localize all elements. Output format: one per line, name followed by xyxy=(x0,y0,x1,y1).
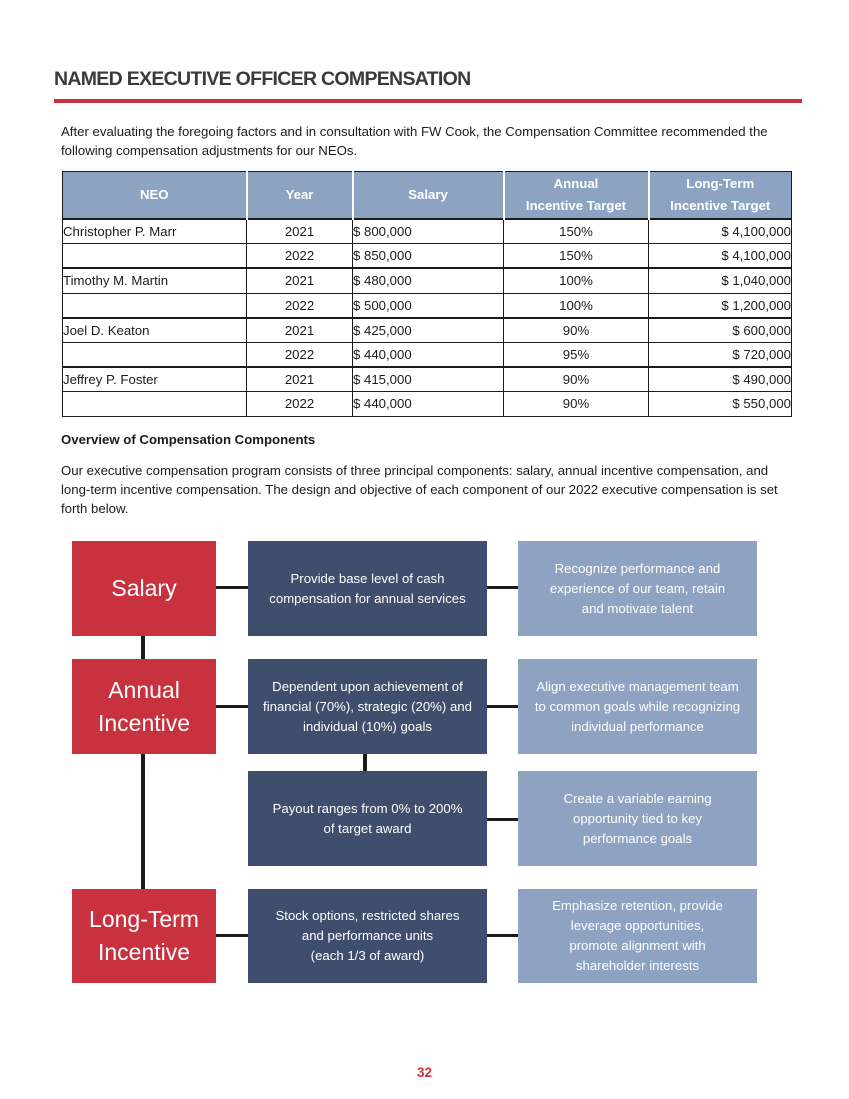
connector-line xyxy=(141,636,145,659)
connector-line xyxy=(487,934,518,937)
payout-objective-box xyxy=(518,771,757,866)
header-long-term-incentive xyxy=(649,172,792,220)
cell-salary: $ 415,000 xyxy=(353,367,504,392)
cell-annual-target: 90% xyxy=(504,318,649,343)
cell-lt-target: $ 550,000 xyxy=(649,392,792,416)
table-row xyxy=(63,244,792,269)
connector-line xyxy=(216,705,248,708)
page-title: NAMED EXECUTIVE OFFICER COMPENSATION xyxy=(54,68,471,90)
table-row xyxy=(63,318,792,343)
long-term-objective-line: shareholder interests xyxy=(575,958,700,973)
long-term-design-line: (each 1/3 of award) xyxy=(310,948,425,963)
cell-neo xyxy=(63,342,247,367)
long-term-objective-box xyxy=(518,889,757,983)
annual-incentive-component-box xyxy=(72,659,216,754)
cell-neo xyxy=(63,244,247,269)
annual-design-line: Dependent upon achievement of xyxy=(272,678,463,694)
cell-annual-target: 100% xyxy=(504,293,649,318)
cell-salary: $ 800,000 xyxy=(353,219,504,244)
connector-line xyxy=(363,754,367,771)
cell-annual-target: 90% xyxy=(504,367,649,392)
long-term-objective-line: Emphasize retention, provide xyxy=(552,898,723,913)
cell-salary: $ 480,000 xyxy=(353,268,504,293)
cell-annual-target: 150% xyxy=(504,219,649,244)
connector-line xyxy=(487,705,518,708)
cell-year: 2021 xyxy=(247,367,353,392)
annual-incentive-objective-box xyxy=(518,659,757,754)
overview-paragraph: Our executive compensation program consists of three principal components: salary, annual incentive compensation, and long-term incentive compensation. The design and objective of each component of our 2022 executive compensation is set forth below. xyxy=(61,463,778,516)
cell-year: 2021 xyxy=(247,268,353,293)
long-term-label-line: Incentive xyxy=(97,939,191,965)
header-salary: Salary xyxy=(353,172,504,220)
connector-line xyxy=(216,934,248,937)
annual-objective-line: to common goals while recognizing xyxy=(534,698,741,714)
payout-design-line: Payout ranges from 0% to 200% xyxy=(272,800,463,816)
long-term-incentive-component-box xyxy=(72,889,216,983)
table-header-row xyxy=(63,172,792,220)
header-year: Year xyxy=(247,172,353,220)
annual-objective-line: Align executive management team xyxy=(536,678,739,694)
connector-line xyxy=(487,586,518,589)
header-neo: NEO xyxy=(63,172,247,220)
header-lt-line-2: Incentive Target xyxy=(670,198,771,213)
cell-year: 2022 xyxy=(247,392,353,416)
salary-component-box xyxy=(72,541,216,636)
annual-incentive-label-line: Annual xyxy=(108,676,180,703)
intro-paragraph: After evaluating the foregoing factors and in consultation with FW Cook, the Compensation Committee recommended the following compensation adjustments for our NEOs. xyxy=(61,124,768,158)
title-rule xyxy=(54,99,802,103)
connector-line xyxy=(141,754,145,889)
cell-annual-target: 90% xyxy=(504,392,649,416)
cell-salary: $ 440,000 xyxy=(353,392,504,416)
cell-year: 2022 xyxy=(247,293,353,318)
long-term-design-box xyxy=(248,889,487,983)
cell-salary: $ 500,000 xyxy=(353,293,504,318)
long-term-objective-line: leverage opportunities, xyxy=(570,918,705,933)
cell-neo xyxy=(63,392,247,416)
salary-objective-box xyxy=(518,541,757,636)
header-lt-line-1: Long-Term xyxy=(686,176,755,191)
cell-salary: $ 850,000 xyxy=(353,244,504,269)
cell-lt-target: $ 1,200,000 xyxy=(649,293,792,318)
cell-lt-target: $ 720,000 xyxy=(649,342,792,367)
table-row xyxy=(63,268,792,293)
long-term-label-line: Long-Term xyxy=(89,906,199,932)
cell-salary: $ 440,000 xyxy=(353,342,504,367)
cell-neo: Timothy M. Martin xyxy=(63,268,247,293)
cell-annual-target: 150% xyxy=(504,244,649,269)
cell-neo xyxy=(63,293,247,318)
salary-design-box xyxy=(248,541,487,636)
cell-lt-target: $ 490,000 xyxy=(649,367,792,392)
compensation-table xyxy=(62,171,792,417)
annual-design-line: individual (10%) goals xyxy=(302,718,433,734)
header-annual-line-2: Incentive Target xyxy=(525,198,627,213)
connector-line xyxy=(487,818,518,821)
payout-design-line: of target award xyxy=(323,820,412,836)
annual-objective-line: individual performance xyxy=(571,718,704,734)
table-row xyxy=(63,219,792,244)
connector-line xyxy=(216,586,248,589)
cell-salary: $ 425,000 xyxy=(353,318,504,343)
payout-design-box xyxy=(248,771,487,866)
annual-incentive-design-box xyxy=(248,659,487,754)
cell-neo: Jeffrey P. Foster xyxy=(63,367,247,392)
page-number: 32 xyxy=(416,1065,433,1080)
annual-design-line: financial (70%), strategic (20%) and xyxy=(263,698,472,714)
salary-design-line: compensation for annual services xyxy=(269,590,466,606)
cell-lt-target: $ 4,100,000 xyxy=(649,244,792,269)
salary-objective-line: experience of our team, retain xyxy=(549,580,726,596)
table-row xyxy=(63,367,792,392)
salary-label: Salary xyxy=(111,575,177,601)
cell-year: 2022 xyxy=(247,244,353,269)
long-term-objective-line: promote alignment with xyxy=(569,938,706,953)
long-term-design-line: and performance units xyxy=(301,928,434,943)
cell-year: 2022 xyxy=(247,342,353,367)
cell-neo: Christopher P. Marr xyxy=(63,219,247,244)
salary-objective-line: Recognize performance and xyxy=(554,560,721,576)
salary-design-line: Provide base level of cash xyxy=(290,570,445,586)
salary-objective-line: and motivate talent xyxy=(581,600,694,616)
cell-lt-target: $ 1,040,000 xyxy=(649,268,792,293)
table-row xyxy=(63,293,792,318)
cell-annual-target: 100% xyxy=(504,268,649,293)
long-term-design-line: Stock options, restricted shares xyxy=(275,908,460,923)
annual-incentive-label-line: Incentive xyxy=(97,709,191,736)
payout-objective-line: opportunity tied to key xyxy=(572,810,703,826)
cell-lt-target: $ 600,000 xyxy=(649,318,792,343)
payout-objective-line: Create a variable earning xyxy=(563,790,712,806)
table-row xyxy=(63,342,792,367)
overview-heading: Overview of Compensation Components xyxy=(61,432,316,447)
cell-year: 2021 xyxy=(247,219,353,244)
cell-neo: Joel D. Keaton xyxy=(63,318,247,343)
header-annual-line-1: Annual xyxy=(553,176,599,191)
cell-year: 2021 xyxy=(247,318,353,343)
header-annual-incentive xyxy=(504,172,649,220)
payout-objective-line: performance goals xyxy=(582,830,693,846)
table-row xyxy=(63,392,792,416)
cell-lt-target: $ 4,100,000 xyxy=(649,219,792,244)
cell-annual-target: 95% xyxy=(504,342,649,367)
